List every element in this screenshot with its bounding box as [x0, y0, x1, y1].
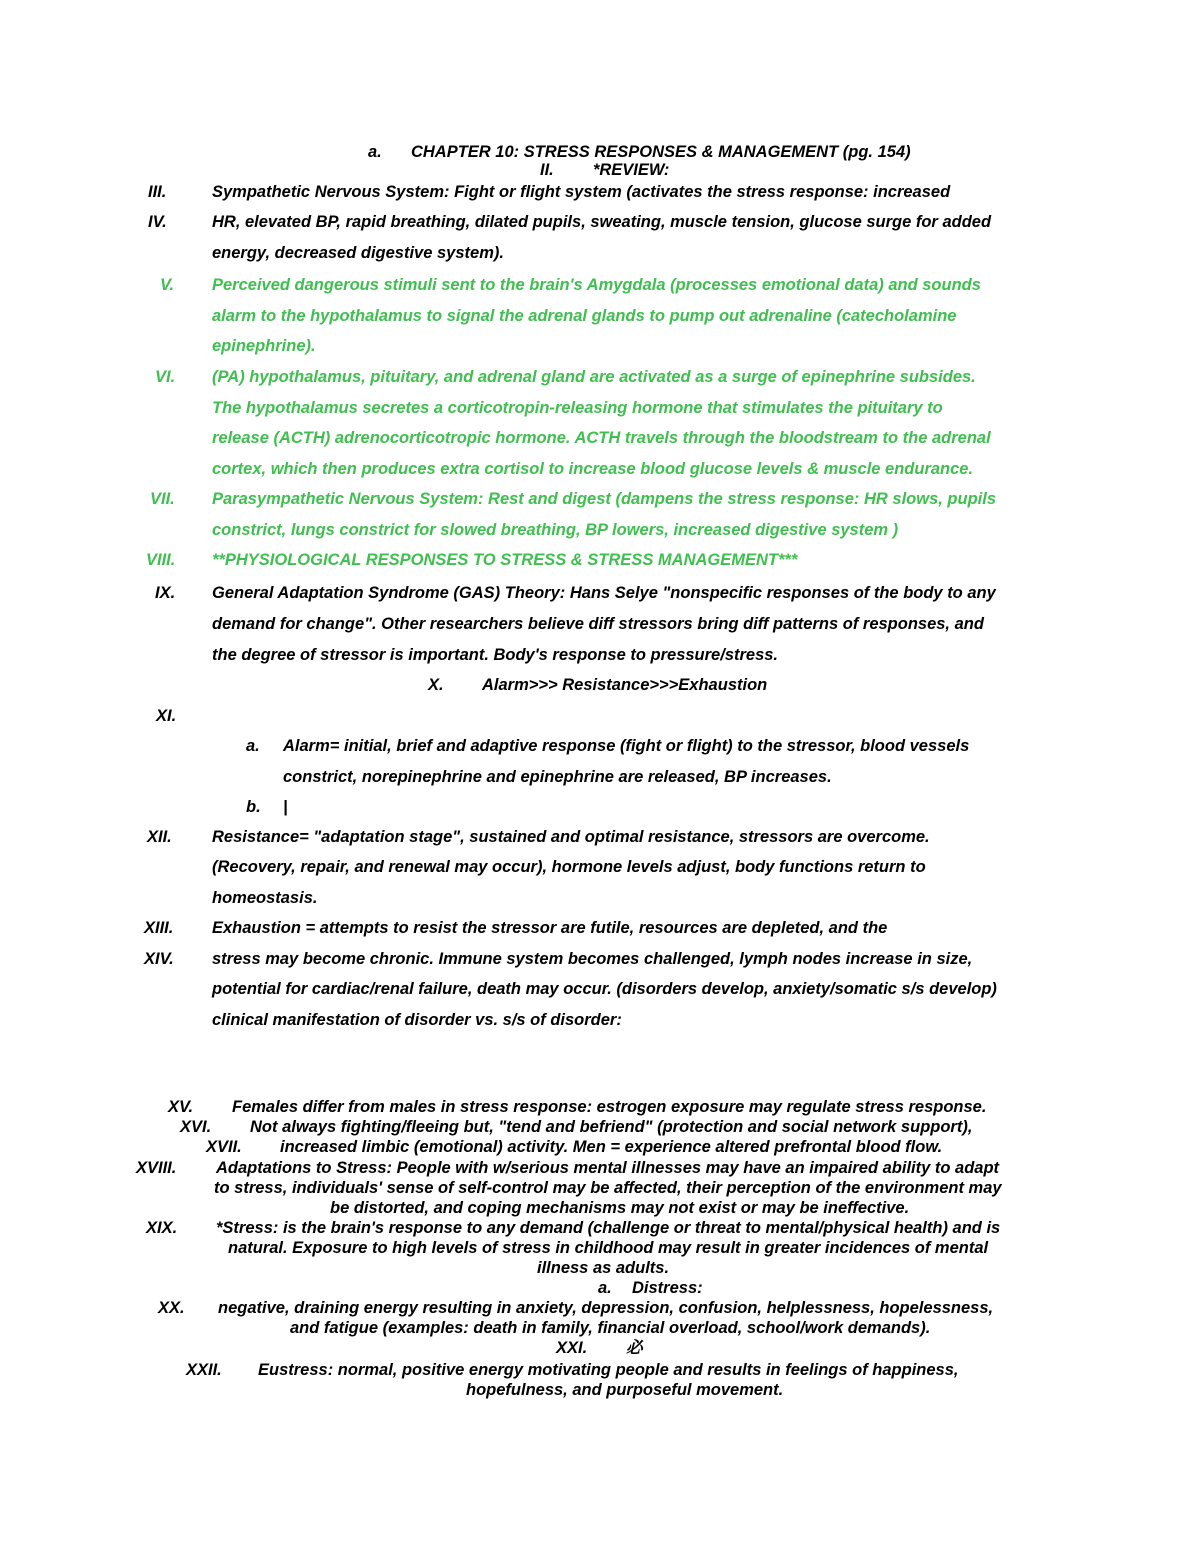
chapter-title: CHAPTER 10: STRESS RESPONSES & MANAGEMENT (pg. 154)	[410, 143, 911, 161]
list-marker: XVI.	[180, 1118, 212, 1136]
list-marker: XIII.	[144, 919, 174, 937]
list-item-text: the degree of stressor is important. Body's response to pressure/stress.	[212, 646, 779, 664]
list-item-text: |	[283, 798, 288, 816]
list-item-text: Not always fighting/fleeing but, "tend and befriend" (protection and social network support),	[250, 1118, 973, 1136]
list-item-text: Alarm>>> Resistance>>>Exhaustion	[482, 676, 768, 694]
list-item-text: 必	[626, 1339, 643, 1357]
list-marker: VII.	[150, 490, 175, 508]
list-item-text: Adaptations to Stress: People with w/serious mental illnesses may have an impaired ability to adapt	[216, 1159, 1000, 1177]
list-marker: XI.	[156, 707, 177, 725]
list-item-text: Parasympathetic Nervous System: Rest and digest (dampens the stress response: HR slows, pupils	[212, 490, 996, 508]
list-item-text: natural. Exposure to high levels of stress in childhood may result in greater incidences of mental	[228, 1239, 989, 1257]
list-marker: IV.	[148, 213, 167, 231]
list-marker: XII.	[147, 828, 172, 846]
list-item-text: Sympathetic Nervous System: Fight or flight system (activates the stress response: increased	[212, 183, 951, 201]
list-marker: XXII.	[186, 1361, 222, 1379]
list-item-text: Distress:	[632, 1279, 703, 1297]
review-title: *REVIEW:	[592, 161, 670, 179]
list-item-text: clinical manifestation of disorder vs. s/s of disorder:	[212, 1011, 622, 1029]
list-marker: XIV.	[144, 950, 174, 968]
review-marker: II.	[540, 161, 554, 179]
list-marker: XIX.	[146, 1219, 178, 1237]
list-item-text: Eustress: normal, positive energy motivating people and results in feelings of happiness,	[258, 1361, 959, 1379]
list-marker: XV.	[168, 1098, 194, 1116]
list-item-text: Alarm= initial, brief and adaptive response (fight or flight) to the stressor, blood vessels	[283, 737, 970, 755]
list-item-text: be distorted, and coping mechanisms may not exist or may be ineffective.	[330, 1199, 910, 1217]
list-item-text: Females differ from males in stress response: estrogen exposure may regulate stress response.	[232, 1098, 987, 1116]
list-item-text: demand for change". Other researchers believe diff stressors bring diff patterns of responses, and	[212, 615, 984, 633]
list-item-text: release (ACTH) adrenocorticotropic hormone. ACTH travels through the bloodstream to the adrenal	[212, 429, 991, 447]
list-item-text: (Recovery, repair, and renewal may occur), hormone levels adjust, body functions return to	[212, 858, 926, 876]
list-item-text: stress may become chronic. Immune system becomes challenged, lymph nodes increase in size,	[212, 950, 973, 968]
list-item-text: cortex, which then produces extra cortisol to increase blood glucose levels & muscle endurance.	[212, 460, 974, 478]
list-marker: III.	[148, 183, 167, 201]
list-marker: IX.	[155, 584, 176, 602]
list-marker: b.	[246, 798, 261, 816]
list-marker: V.	[160, 276, 175, 294]
list-item-text: constrict, lungs constrict for slowed breathing, BP lowers, increased digestive system )	[212, 521, 899, 539]
list-item-text: hopefulness, and purposeful movement.	[466, 1381, 784, 1399]
list-marker: XVIII.	[136, 1159, 177, 1177]
list-marker: VI.	[155, 368, 176, 386]
list-item-text: *Stress: is the brain's response to any demand (challenge or threat to mental/physical health) and is	[216, 1219, 1001, 1237]
list-marker: XX.	[158, 1299, 185, 1317]
list-item-text: (PA) hypothalamus, pituitary, and adrenal gland are activated as a surge of epinephrine subsides.	[212, 368, 976, 386]
list-marker: VIII.	[146, 551, 176, 569]
list-item-text: HR, elevated BP, rapid breathing, dilated pupils, sweating, muscle tension, glucose surge for added	[212, 213, 992, 231]
list-item-text: and fatigue (examples: death in family, financial overload, school/work demands).	[290, 1319, 931, 1337]
list-marker: XVII.	[206, 1138, 242, 1156]
list-item-text: energy, decreased digestive system).	[212, 244, 504, 262]
list-item-text: negative, draining energy resulting in anxiety, depression, confusion, helplessness, hopelessness,	[218, 1299, 994, 1317]
list-marker: a.	[598, 1279, 612, 1297]
list-item-text: homeostasis.	[212, 889, 318, 907]
list-item-text: Perceived dangerous stimuli sent to the brain's Amygdala (processes emotional data) and sounds	[212, 276, 981, 294]
list-item-text: epinephrine).	[212, 337, 316, 355]
list-item-text: **PHYSIOLOGICAL RESPONSES TO STRESS & STRESS MANAGEMENT***	[212, 551, 798, 569]
list-marker: XXI.	[556, 1339, 588, 1357]
review-heading	[540, 160, 669, 180]
list-item-text: Exhaustion = attempts to resist the stressor are futile, resources are depleted, and the	[212, 919, 888, 937]
list-item-text: The hypothalamus secretes a corticotropin-releasing hormone that stimulates the pituitary to	[212, 399, 943, 417]
list-item-text: Resistance= "adaptation stage", sustained and optimal resistance, stressors are overcome.	[212, 828, 930, 846]
list-item-text: increased limbic (emotional) activity. Men = experience altered prefrontal blood flow.	[280, 1138, 943, 1156]
chapter-heading	[368, 142, 911, 162]
list-item-text: potential for cardiac/renal failure, death may occur. (disorders develop, anxiety/somatic s/s develop)	[212, 980, 997, 998]
list-item-text: to stress, individuals' sense of self-control may be affected, their perception of the environment may	[214, 1179, 1002, 1197]
list-item-text: General Adaptation Syndrome (GAS) Theory: Hans Selye "nonspecific responses of the body to any	[212, 584, 996, 602]
list-item-text: alarm to the hypothalamus to signal the adrenal glands to pump out adrenaline (catecholamine	[212, 307, 957, 325]
list-item-text: constrict, norepinephrine and epinephrine are released, BP increases.	[283, 768, 832, 786]
chapter-marker: a.	[368, 143, 382, 161]
list-item-text: illness as adults.	[537, 1259, 670, 1277]
list-marker: X.	[428, 676, 444, 694]
list-marker: a.	[246, 737, 260, 755]
